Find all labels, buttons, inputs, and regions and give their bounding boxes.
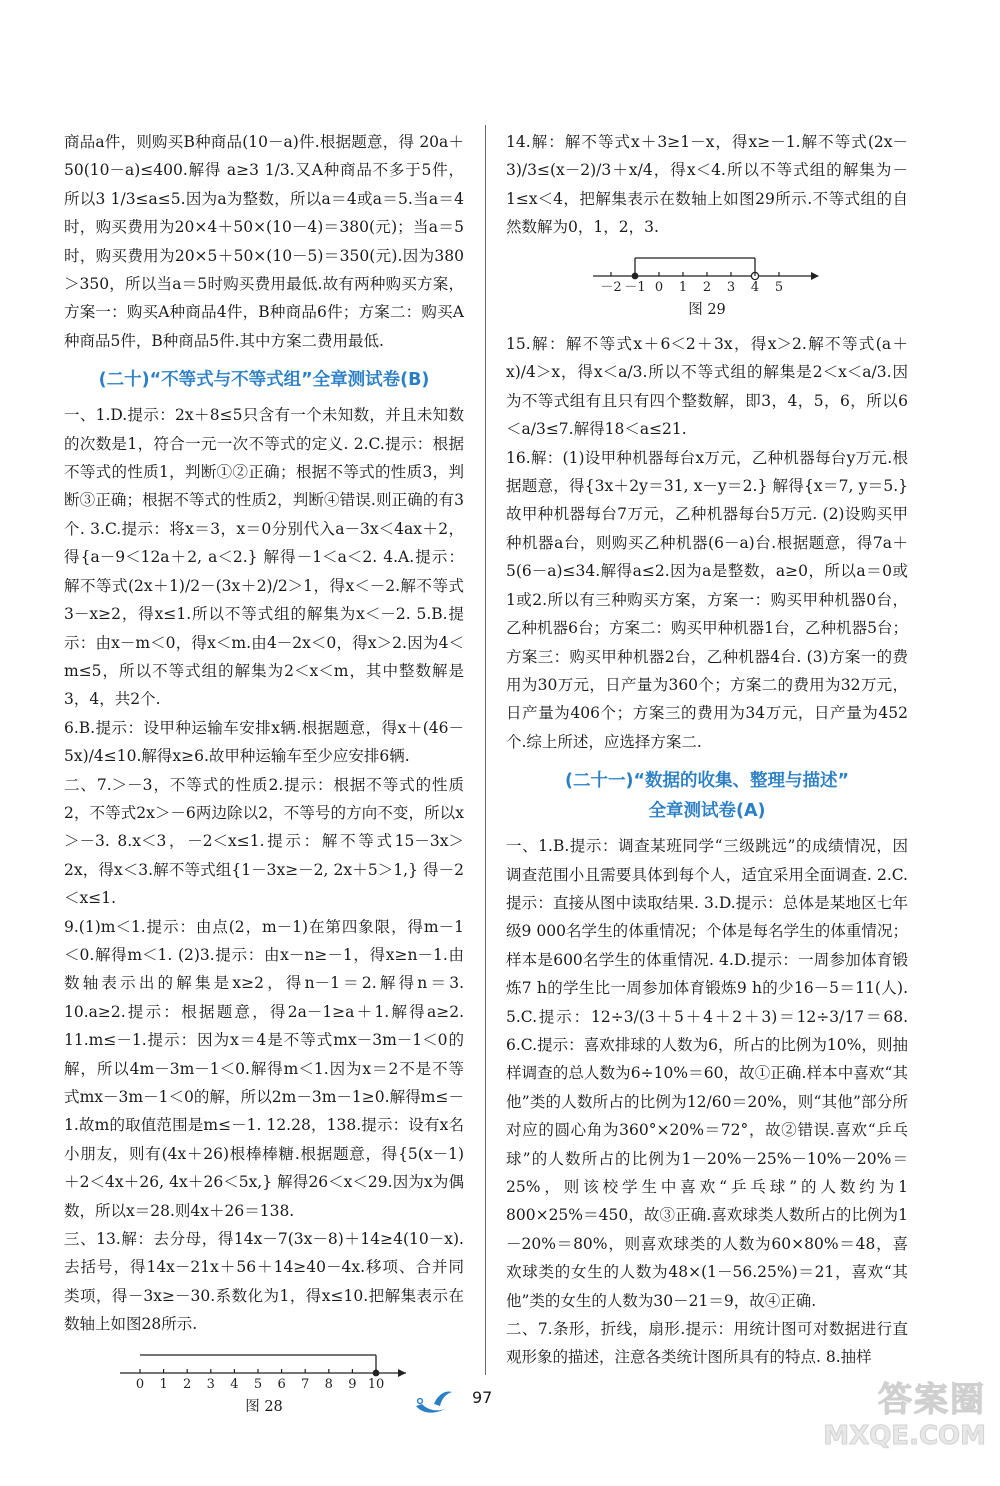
watermark-url: MXQE.COM <box>823 1421 986 1451</box>
column-divider <box>485 125 486 1375</box>
figure-29-tick-label: 3 <box>726 279 736 294</box>
figure-28-tick-label: 4 <box>230 1376 239 1391</box>
paragraph-q9-to-12: 9.(1)m＜1.提示：由点(2，m－1)在第四象限，得m－1＜0.解得m＜1. (2)3.提示：由x－n≥－1，得x≥n－1.由数轴表示出的解集是x≥2，得n－1＝2.解得n＝3. 10.a≥2.提示：根据题意，得2a－1≥a＋1.解得a≥2. 11.m≤－1.提示：因为x＝4是不等式mx－3m－1＜0的解，所以4m－3m－1＜0.解得m＜1.因为x＝2不是不等式mx－3m－1＜0的解，所以2m－3m－1≥0.解得m≤－1.故m的取值范围是m≤－1. 12.28，138.提示：设有x名小朋友，则有(4x＋26)根棒棒糖.根据题意，得{5(x－1)＋2＜4x＋26, 4x＋26＜5x,} 解得26＜x＜29.因为x为偶数，所以x＝28.则4x＋26＝138. <box>64 917 464 1220</box>
figure-28-tick-label: 2 <box>183 1376 192 1391</box>
paragraph-fill-answers-21: 二、7.条形，折线，扇形.提示：用统计图可对数据进行直观形象的描述，注意各类统计图所具有的特点. 8.抽样 <box>506 1320 908 1367</box>
figure-29-tick-label: 0 <box>654 279 664 294</box>
figure-28-tick-label: 0 <box>135 1376 145 1391</box>
section-heading-21-line1: (二十一)“数据的收集、整理与描述” <box>565 771 849 792</box>
paragraph-q15: 15.解：解不等式x＋6＜2＋3x，得x＞2.解不等式(a＋x)/4＞x，得x＜a/3.所以不等式组的解集是2＜x＜a/3.因为不等式组有且只有四个整数解，即3，4，5，6，所以6＜a/3≤7.解得18＜a≤21. <box>506 335 908 439</box>
right-column <box>506 128 908 1372</box>
paragraph-q14: 14.解：解不等式x＋3≥1－x，得x≥－1.解不等式(2x－3)/3≤(x－2)/3＋x/4，得x＜4.所以不等式组的解集为－1≤x＜4，把解集表示在数轴上如图29所示.不等式组的自然数解为0，1，2，3. <box>506 133 908 237</box>
site-watermark <box>796 1372 986 1472</box>
swan-logo-icon <box>412 1384 458 1418</box>
figure-28-tick-label: 10 <box>367 1376 385 1391</box>
paragraph-q16: 16.解：(1)设甲种机器每台x万元，乙种机器每台y万元.根据题意，得{3x＋2y＝31, x－y＝2.} 解得{x＝7, y＝5.} 故甲种机器每台7万元，乙种机器每台5万元. (2)设购买甲种机器a台，则购买乙种机器(6－a)台.根据题意，得7a＋5(6－a)≤34.解得a≤2.因为a是整数，a≥0，所以a＝0或1或2.所以有三种购买方案，方案一：购买甲种机器0台，乙种机器6台；方案二：购买甲种机器1台，乙种机器5台；方案三：购买甲种机器2台，乙种机器4台. (3)方案一的费用为30万元，日产量为360个；方案二的费用为32万元，日产量为406个；方案三的费用为34万元，日产量为452个.综上所述，应选择方案二. <box>506 448 908 751</box>
paragraph-q13: 三、13.解：去分母，得14x－7(3x－8)＋14≥4(10－x).去括号，得14x－21x＋56＋14≥40－4x.移项、合并同类项，得－3x≥－30.系数化为1，得x≤10.把解集表示在数轴上如图28所示. <box>64 1230 464 1334</box>
page-number: 97 <box>472 1388 493 1407</box>
figure-29-tick-label: 4 <box>750 279 760 294</box>
figure-29-tick-label: 2 <box>702 279 712 294</box>
paragraph-choice-answers-21: 一、1.B.提示：调查某班同学“三级跳远”的成绩情况，因调查范围小且需要具体到每个人，适宜采用全面调查. 2.C.提示：直接从图中读取结果. 3.D.提示：总体是某地区七年级9 000名学生的体重情况；个体是每名学生的体重情况；样本是600名学生的体重情况. 4.D.提示：一周参加体育锻炼7 h的学生比一周参加体育锻炼9 h的少16－5＝11(人). 5.C.提示：12÷3/(3＋5＋4＋2＋3)＝12÷3/17＝68. 6.C.提示：喜欢排球的人数为6，所占的比例为10%，则抽样调查的总人数为6÷10%＝60，故①正确.样本中喜欢“其他”类的人数所占的比例为12/60＝20%，则“其他”部分所对应的圆心角为360°×20%＝72°，故②错误.喜欢“乒乓球”的人数所占的比例为1－20%－25%－10%－20%＝25%，则该校学生中喜欢“乒乓球”的人数约为1 800×25%＝450，故③正确.喜欢球类人数所占的比例为1－20%＝80%，则喜欢球类的人数为60×80%＝48，喜欢球类的女生的人数为48×(1－56.25%)＝21，喜欢“其他”类的女生的人数为30－21＝9，故④正确. <box>506 837 908 1310</box>
figure-29-tick-label: 5 <box>774 279 784 294</box>
figure-28-tick-label: 1 <box>159 1376 168 1391</box>
number-line-figure-29 <box>587 250 827 294</box>
paragraph-fill-answers: 二、7.＞－3，不等式的性质2.提示：根据不等式的性质2，不等式2x＞－6两边除以2，不等号的方向不变，所以x＞－3. 8.x＜3，－2＜x≤1.提示：解不等式15－3x＞2x，得x＜3.解不等式组{1－3x≥－2, 2x＋5＞1,} 得－2＜x≤1. <box>64 775 464 908</box>
figure-28-tick-label: 3 <box>206 1376 215 1391</box>
figure-28-caption: 图 28 <box>245 1398 283 1415</box>
figure-29-tick-label: 1 <box>678 279 688 294</box>
section-heading-21-line2: 全章测试卷(A) <box>648 801 766 822</box>
paragraph-q6: 6.B.提示：设甲种运输车安排x辆.根据题意，得x＋(46－5x)/4≤10.解得x≥6.故甲种运输车至少应安排6辆. <box>64 718 464 766</box>
paragraph-purchase-plan: 商品a件，则购买B种商品(10－a)件.根据题意，得 20a＋50(10－a)≤400.解得 a≥3 1/3.又A种商品不多于5件，所以3 1/3≤a≤5.因为a为整数，所以a＝4或a＝5.当a＝4时，购买费用为20×4＋50×(10－4)＝380(元)；当a＝5时，购买费用为20×5＋50×(10－5)＝350(元).因为380＞350，所以当a＝5时购买费用最低.故有两种购买方案，方案一：购买A种商品4件，B种商品6件；方案二：购买A种商品5件，B种商品5件.其中方案二费用最低. <box>64 133 464 350</box>
figure-28-tick-label: 6 <box>277 1376 286 1391</box>
figure-28-tick-label: 5 <box>253 1376 263 1391</box>
figure-28-tick-label: 7 <box>301 1376 310 1391</box>
paragraph-choice-answers: 一、1.D.提示：2x＋8≤5只含有一个未知数，并且未知数的次数是1，符合一元一次不等式的定义. 2.C.提示：根据不等式的性质1，判断①②正确；根据不等式的性质3，判断③正确；根据不等式的性质2，判断④错误.则正确的有3个. 3.C.提示：将x＝3，x＝0分别代入a－3x＜4ax＋2，得{a－9＜12a＋2, a＜2.} 解得－1＜a＜2. 4.A.提示：解不等式(2x＋1)/2－(3x＋2)/2＞1，得x＜－2.解不等式3－x≥2，得x≤1.所以不等式组的解集为x＜－2. 5.B.提示：由x－m＜0，得x＜m.由4－2x＜0，得x＞2.因为4＜m≤5，所以不等式组的解集为2＜x＜m，其中整数解是3，4，共2个. <box>64 406 464 709</box>
figure-29-caption: 图 29 <box>688 301 726 318</box>
figure-28-tick-label: 9 <box>348 1376 357 1391</box>
section-heading-20: (二十)“不等式与不等式组”全章测试卷(B) <box>98 370 430 391</box>
watermark-title: 答案圈 <box>878 1380 986 1420</box>
left-column <box>64 128 464 1427</box>
figure-28-tick-label: 8 <box>324 1376 333 1391</box>
figure-29-tick-label: －2 <box>600 279 622 294</box>
figure-29-tick-label: －1 <box>624 279 646 294</box>
